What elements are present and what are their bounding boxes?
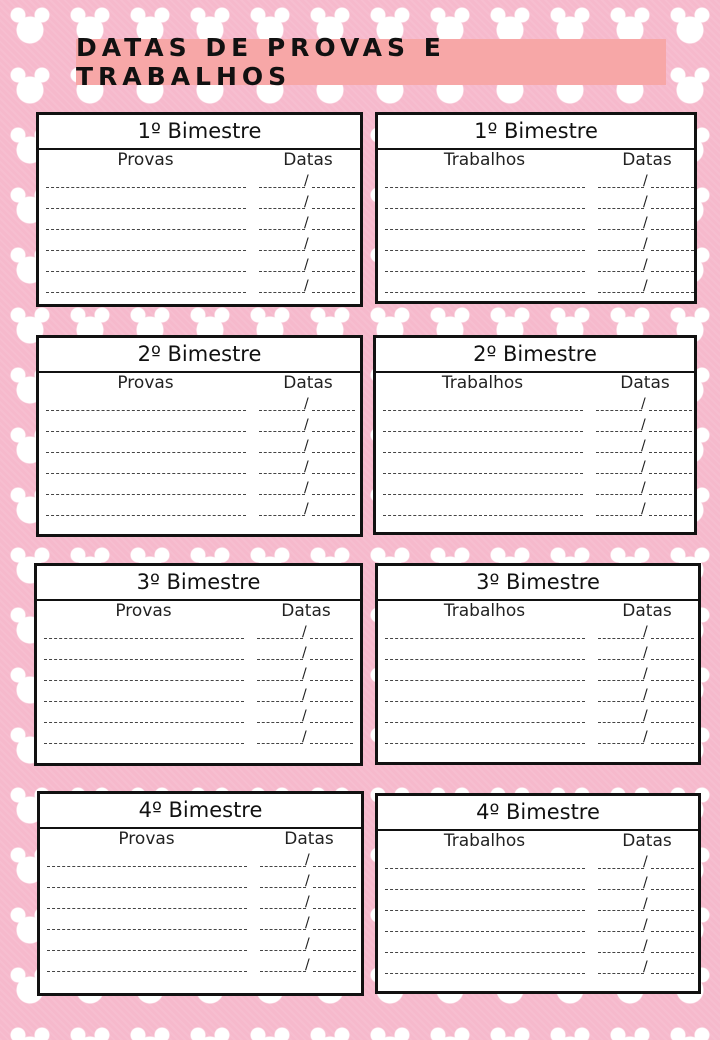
date-separator: / [305,936,310,952]
day-blank[interactable] [259,410,305,411]
month-blank[interactable] [651,952,694,953]
date-separator: / [643,173,648,189]
card-header [378,601,698,623]
day-blank[interactable] [259,208,305,209]
day-blank[interactable] [598,638,644,639]
entry-row [39,500,360,521]
column-header-dates: Datas [283,150,333,170]
activity-blank[interactable] [383,410,583,411]
entry-row [378,853,698,874]
entry-row [378,874,698,895]
column-header-dates: Datas [622,601,672,621]
card-header [39,373,360,395]
date-separator: / [304,501,309,517]
activity-blank[interactable] [46,208,246,209]
column-header-activity: Provas [117,150,174,170]
entry-row [378,172,694,193]
month-blank[interactable] [651,271,694,272]
month-blank[interactable] [649,494,692,495]
column-header-activity: Trabalhos [441,373,524,393]
entry-row [378,256,694,277]
month-blank[interactable] [312,494,355,495]
month-blank[interactable] [651,910,694,911]
entry-row [378,665,698,686]
month-blank[interactable] [313,950,356,951]
date-separator: / [643,194,648,210]
card-trabalhos-2 [373,335,697,535]
month-blank[interactable] [313,929,356,930]
entry-row [39,437,360,458]
day-blank[interactable] [257,659,303,660]
activity-blank[interactable] [46,452,246,453]
entry-row [37,623,360,644]
card-header [40,829,361,851]
day-blank[interactable] [259,187,305,188]
activity-blank[interactable] [383,494,583,495]
month-blank[interactable] [313,971,356,972]
date-separator: / [302,708,307,724]
day-blank[interactable] [257,701,303,702]
card-title: 4º Bimestre [378,796,698,831]
activity-blank[interactable] [46,187,246,188]
date-separator: / [643,896,648,912]
day-blank[interactable] [598,701,644,702]
date-separator: / [302,687,307,703]
day-blank[interactable] [259,250,305,251]
day-blank[interactable] [598,722,644,723]
day-blank[interactable] [598,868,644,869]
card-title: 2º Bimestre [39,338,360,373]
activity-blank[interactable] [385,638,585,639]
month-blank[interactable] [651,743,694,744]
entry-row [378,193,694,214]
date-separator: / [643,875,648,891]
date-separator: / [304,459,309,475]
activity-blank[interactable] [46,515,246,516]
day-blank[interactable] [257,722,303,723]
day-blank[interactable] [598,931,644,932]
month-blank[interactable] [312,271,355,272]
activity-blank[interactable] [385,952,585,953]
entry-row [40,935,361,956]
activity-blank[interactable] [385,271,585,272]
date-separator: / [305,852,310,868]
entry-row [378,895,698,916]
date-separator: / [641,438,646,454]
date-separator: / [304,417,309,433]
activity-blank[interactable] [385,722,585,723]
month-blank[interactable] [312,431,355,432]
entry-row [378,235,694,256]
month-blank[interactable] [312,515,355,516]
month-blank[interactable] [651,638,694,639]
activity-blank[interactable] [385,910,585,911]
entry-row [40,956,361,977]
column-header-activity: Provas [115,601,172,621]
activity-blank[interactable] [44,659,244,660]
month-blank[interactable] [310,743,353,744]
entry-row [39,277,360,298]
date-separator: / [643,687,648,703]
month-blank[interactable] [312,473,355,474]
date-separator: / [643,257,648,273]
activity-blank[interactable] [385,292,585,293]
date-separator: / [643,854,648,870]
day-blank[interactable] [596,473,642,474]
date-separator: / [304,215,309,231]
day-blank[interactable] [598,229,644,230]
day-blank[interactable] [259,292,305,293]
entry-row [39,479,360,500]
card-trabalhos-4 [375,793,701,994]
column-header-dates: Datas [283,373,333,393]
date-separator: / [641,501,646,517]
card-header [37,601,360,623]
card-header [39,150,360,172]
activity-blank[interactable] [385,868,585,869]
month-blank[interactable] [649,452,692,453]
entry-row [378,214,694,235]
date-separator: / [643,645,648,661]
date-separator: / [305,894,310,910]
day-blank[interactable] [259,452,305,453]
activity-blank[interactable] [46,410,246,411]
date-separator: / [304,194,309,210]
card-provas-1 [36,112,363,307]
entry-row [376,395,694,416]
day-blank[interactable] [596,515,642,516]
day-blank[interactable] [259,473,305,474]
card-title: 4º Bimestre [40,794,361,829]
month-blank[interactable] [651,250,694,251]
card-header [378,150,694,172]
activity-blank[interactable] [44,680,244,681]
date-separator: / [643,959,648,975]
date-separator: / [304,396,309,412]
activity-blank[interactable] [385,250,585,251]
month-blank[interactable] [651,292,694,293]
month-blank[interactable] [651,187,694,188]
activity-blank[interactable] [46,473,246,474]
entry-row [37,665,360,686]
day-blank[interactable] [596,410,642,411]
column-header-dates: Datas [622,150,672,170]
day-blank[interactable] [598,973,644,974]
column-header-dates: Datas [622,831,672,851]
entry-row [39,256,360,277]
month-blank[interactable] [310,701,353,702]
activity-blank[interactable] [385,659,585,660]
card-title: 1º Bimestre [39,115,360,150]
page-title: DATAS DE PROVAS E TRABALHOS [76,33,446,91]
month-blank[interactable] [313,887,356,888]
entry-row [37,728,360,749]
entry-row [39,193,360,214]
day-blank[interactable] [596,452,642,453]
month-blank[interactable] [649,431,692,432]
date-separator: / [643,708,648,724]
activity-blank[interactable] [385,889,585,890]
date-separator: / [302,666,307,682]
entry-row [378,277,694,298]
card-title: 1º Bimestre [378,115,694,150]
date-separator: / [302,645,307,661]
entry-row [378,623,698,644]
entry-row [39,416,360,437]
card-provas-2 [36,335,363,537]
day-blank[interactable] [598,208,644,209]
day-blank[interactable] [596,494,642,495]
day-blank[interactable] [598,743,644,744]
entry-row [37,707,360,728]
day-blank[interactable] [596,431,642,432]
activity-blank[interactable] [46,292,246,293]
day-blank[interactable] [260,971,306,972]
month-blank[interactable] [312,187,355,188]
activity-blank[interactable] [44,701,244,702]
date-separator: / [304,257,309,273]
column-header-activity: Trabalhos [443,150,526,170]
date-separator: / [643,666,648,682]
activity-blank[interactable] [385,973,585,974]
column-header-activity: Provas [118,829,175,849]
entry-row [39,214,360,235]
entry-row [37,644,360,665]
date-separator: / [304,278,309,294]
activity-blank[interactable] [385,187,585,188]
card-header [376,373,694,395]
month-blank[interactable] [312,229,355,230]
month-blank[interactable] [313,908,356,909]
date-separator: / [641,396,646,412]
day-blank[interactable] [257,680,303,681]
entry-row [378,958,698,979]
card-provas-3 [34,563,363,766]
day-blank[interactable] [598,910,644,911]
day-blank[interactable] [260,908,306,909]
activity-blank[interactable] [47,929,247,930]
date-separator: / [304,236,309,252]
entry-row [37,686,360,707]
activity-blank[interactable] [385,680,585,681]
date-separator: / [643,917,648,933]
card-title: 3º Bimestre [37,566,360,601]
date-separator: / [305,873,310,889]
day-blank[interactable] [259,229,305,230]
day-blank[interactable] [598,659,644,660]
column-header-activity: Trabalhos [443,831,526,851]
activity-blank[interactable] [47,950,247,951]
activity-blank[interactable] [44,722,244,723]
activity-blank[interactable] [47,887,247,888]
date-separator: / [643,236,648,252]
date-separator: / [643,938,648,954]
column-header-dates: Datas [620,373,670,393]
entry-row [40,893,361,914]
month-blank[interactable] [651,973,694,974]
day-blank[interactable] [260,866,306,867]
activity-blank[interactable] [383,515,583,516]
date-separator: / [641,417,646,433]
card-trabalhos-1 [375,112,697,304]
entry-row [378,728,698,749]
month-blank[interactable] [651,208,694,209]
date-separator: / [641,459,646,475]
month-blank[interactable] [310,680,353,681]
day-blank[interactable] [259,515,305,516]
activity-blank[interactable] [385,208,585,209]
month-blank[interactable] [651,659,694,660]
entry-row [378,686,698,707]
month-blank[interactable] [310,659,353,660]
month-blank[interactable] [651,680,694,681]
entry-row [378,916,698,937]
month-blank[interactable] [312,410,355,411]
date-separator: / [304,480,309,496]
day-blank[interactable] [257,638,303,639]
activity-blank[interactable] [385,701,585,702]
column-header-activity: Trabalhos [443,601,526,621]
date-separator: / [643,624,648,640]
day-blank[interactable] [259,494,305,495]
entry-row [376,437,694,458]
month-blank[interactable] [651,931,694,932]
activity-blank[interactable] [46,229,246,230]
day-blank[interactable] [260,950,306,951]
day-blank[interactable] [598,292,644,293]
entry-row [40,851,361,872]
date-separator: / [302,624,307,640]
date-separator: / [643,729,648,745]
card-trabalhos-3 [375,563,701,765]
date-separator: / [304,173,309,189]
entry-row [40,914,361,935]
activity-blank[interactable] [383,473,583,474]
activity-blank[interactable] [385,229,585,230]
activity-blank[interactable] [46,431,246,432]
date-separator: / [304,438,309,454]
day-blank[interactable] [260,929,306,930]
entry-row [39,395,360,416]
entry-row [40,872,361,893]
column-header-dates: Datas [284,829,334,849]
entry-row [376,458,694,479]
day-blank[interactable] [598,187,644,188]
activity-blank[interactable] [383,431,583,432]
month-blank[interactable] [649,410,692,411]
entry-row [39,235,360,256]
activity-blank[interactable] [46,494,246,495]
entry-row [39,458,360,479]
month-blank[interactable] [310,722,353,723]
entry-row [378,937,698,958]
card-provas-4 [37,791,364,996]
day-blank[interactable] [259,431,305,432]
entry-row [376,479,694,500]
month-blank[interactable] [313,866,356,867]
day-blank[interactable] [598,952,644,953]
month-blank[interactable] [651,868,694,869]
activity-blank[interactable] [385,743,585,744]
day-blank[interactable] [598,889,644,890]
month-blank[interactable] [649,515,692,516]
card-header [378,831,698,853]
activity-blank[interactable] [46,250,246,251]
date-separator: / [302,729,307,745]
title-banner [76,33,666,91]
column-header-dates: Datas [281,601,331,621]
activity-blank[interactable] [47,908,247,909]
month-blank[interactable] [312,208,355,209]
month-blank[interactable] [312,292,355,293]
entry-row [378,707,698,728]
month-blank[interactable] [312,452,355,453]
month-blank[interactable] [651,701,694,702]
month-blank[interactable] [649,473,692,474]
day-blank[interactable] [598,271,644,272]
day-blank[interactable] [260,887,306,888]
activity-blank[interactable] [385,931,585,932]
month-blank[interactable] [651,229,694,230]
entry-row [376,416,694,437]
activity-blank[interactable] [47,971,247,972]
date-separator: / [641,480,646,496]
entry-row [376,500,694,521]
card-title: 2º Bimestre [376,338,694,373]
date-separator: / [643,215,648,231]
month-blank[interactable] [651,889,694,890]
date-separator: / [305,957,310,973]
column-header-activity: Provas [117,373,174,393]
day-blank[interactable] [259,271,305,272]
entry-row [378,644,698,665]
activity-blank[interactable] [47,866,247,867]
day-blank[interactable] [257,743,303,744]
activity-blank[interactable] [46,271,246,272]
card-title: 3º Bimestre [378,566,698,601]
month-blank[interactable] [312,250,355,251]
activity-blank[interactable] [44,743,244,744]
month-blank[interactable] [310,638,353,639]
day-blank[interactable] [598,680,644,681]
date-separator: / [643,278,648,294]
day-blank[interactable] [598,250,644,251]
activity-blank[interactable] [383,452,583,453]
entry-row [39,172,360,193]
month-blank[interactable] [651,722,694,723]
activity-blank[interactable] [44,638,244,639]
date-separator: / [305,915,310,931]
